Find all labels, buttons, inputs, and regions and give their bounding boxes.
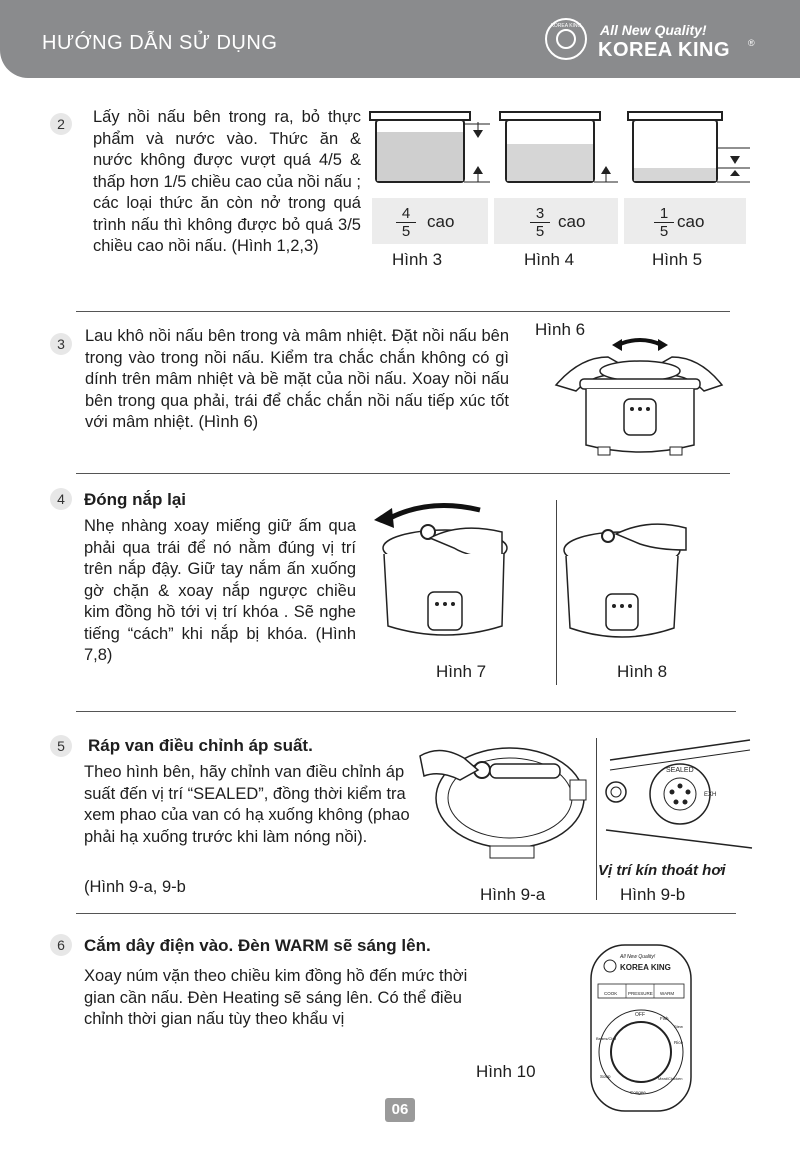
step-number-3: 3 xyxy=(50,333,72,355)
brand-name: KOREA KING xyxy=(598,39,731,61)
cao-label-3: cao xyxy=(427,212,455,231)
fraction-4-5: $\frac{4}{5}$ xyxy=(396,205,416,240)
dial-label-off: OFF xyxy=(635,1012,645,1018)
caption-hinh-9b: Hình 9-b xyxy=(620,885,686,904)
step-6-heading: Cắm dây điện vào. Đèn WARM sẽ sáng lên. xyxy=(84,936,431,955)
divider-3 xyxy=(76,711,736,712)
step-3-text: Lau khô nồi nấu bên trong và mâm nhiệt. Đặt nồi nấu bên trong vào trong nồi nấu. Kiểm tra chắc chắn không có gì dính trên mâm nhiệt và bề mặt của nồi nấu. Xoay nồi nấu bên trong qua phải, trái để chắc chắn nồi nấu tiếp xúc tốt với mâm nhiệt. (Hình 6) xyxy=(85,327,509,431)
caption-hinh-7: Hình 7 xyxy=(436,662,487,681)
divider-2 xyxy=(76,473,730,474)
fraction-1-5: $\frac{1}{5}$ xyxy=(654,205,674,240)
valve-position-note: Vị trí kín thoát hơi xyxy=(598,862,726,879)
valve-sealed-label: SEALED xyxy=(666,767,694,774)
pot-figure-4 xyxy=(500,112,618,182)
valve-exh-label: EXH xyxy=(704,792,717,798)
brand-tagline: All New Quality! xyxy=(600,22,707,38)
lid-locked-illustration xyxy=(562,510,692,650)
panel-brand: KOREA KING xyxy=(620,963,671,972)
dial-label-beans: Beans/Chili xyxy=(596,1036,617,1041)
caption-hinh-5: Hình 5 xyxy=(652,250,703,269)
cao-label-5: cao xyxy=(677,212,705,231)
registered-mark: ® xyxy=(748,38,755,48)
panel-button-cook: COOK xyxy=(604,991,618,996)
step-6-text: Xoay núm vặn theo chiều kim đồng hồ đến mức thời gian cần nấu. Đèn Heating sẽ sáng lên. Có thể điều chỉnh thời gian nấu tùy theo khẩu vị xyxy=(84,967,468,1028)
dial-label-meat: Meat/Chicken xyxy=(658,1076,683,1081)
step-5-text: Theo hình bên, hãy chỉnh van điều chỉnh áp suất đến vị trí “SEALED”, đồng thời kiểm tra xem phao của van có hạ xuống không (phao phải hạ xuống trước khi làm nóng nồi). xyxy=(84,763,410,846)
step-number-6: 6 xyxy=(50,934,72,956)
panel-button-pressure: PRESSURE xyxy=(628,991,653,996)
caption-hinh-6: Hình 6 xyxy=(535,320,586,339)
dial-label-rice: Rice xyxy=(674,1040,684,1045)
divider-1 xyxy=(76,311,730,312)
brand-seal-icon xyxy=(545,18,587,60)
caption-hinh-9a: Hình 9-a xyxy=(480,885,546,904)
valve-adjust-illustration xyxy=(420,740,590,860)
dial-label-soup: Soup xyxy=(600,1074,611,1079)
panel-button-warm: WARM xyxy=(660,991,675,996)
caption-hinh-3: Hình 3 xyxy=(392,250,443,269)
control-panel-illustration xyxy=(590,944,692,1112)
fraction-3-5: $\frac{3}{5}$ xyxy=(530,205,550,240)
step-4-text: Nhẹ nhàng xoay miếng giữ ấm qua phải qua trái để nó nằm đúng vị trí trên nắp đậy. Giữ tay nắm ấn xuống gờ chặn & xoay nắp ngược chiều kim đồng hồ tới vị trí khóa . Sẽ nghe tiếng “cách” khi nắp bị khóa. (Hình 7,8) xyxy=(84,517,356,664)
step-5-ref: (Hình 9-a, 9-b xyxy=(84,878,186,896)
cao-label-4: cao xyxy=(558,212,586,231)
figure-divider-9 xyxy=(596,738,597,900)
valve-closeup-illustration xyxy=(600,730,760,860)
dial-label-stew: Stew xyxy=(674,1024,683,1029)
brand-seal-text: KOREA KING xyxy=(550,23,582,29)
panel-tagline: All New Quality! xyxy=(620,954,656,960)
figure-divider-7-8 xyxy=(556,500,557,685)
step-2-text: Lấy nồi nấu bên trong ra, bỏ thực phẩm và nước vào. Thức ăn & nước không được vượt quá 4/5 & thấp hơn 1/5 chiều cao của nồi nấu ; các loại thức ăn còn nở trong quá trình nấu thì không được bỏ quá 3/5 chiều cao nồi nấu. (Hình 1,2,3) xyxy=(93,108,361,255)
header-title: HƯỚNG DẪN SỬ DỤNG xyxy=(42,32,278,54)
page-number: 06 xyxy=(385,1098,415,1122)
pot-figure-5 xyxy=(628,112,750,182)
cooker-hands-illustration xyxy=(550,335,730,465)
lid-rotate-illustration xyxy=(370,498,510,648)
caption-hinh-4: Hình 4 xyxy=(524,250,575,269)
step-4-heading: Đóng nắp lại xyxy=(84,490,186,509)
dial-label-fish: Fish xyxy=(660,1016,669,1021)
dial-label-congee: Congee xyxy=(630,1090,646,1095)
step-number-4: 4 xyxy=(50,488,72,510)
caption-hinh-8: Hình 8 xyxy=(617,662,668,681)
step-number-2: 2 xyxy=(50,113,72,135)
pot-figure-3 xyxy=(370,112,490,182)
caption-hinh-10: Hình 10 xyxy=(476,1062,536,1081)
step-5-heading: Ráp van điều chỉnh áp suất. xyxy=(88,736,313,755)
step-number-5: 5 xyxy=(50,735,72,757)
pot-fill-diagrams xyxy=(360,108,760,198)
divider-4 xyxy=(76,913,736,914)
fraction-box-4 xyxy=(494,198,618,244)
